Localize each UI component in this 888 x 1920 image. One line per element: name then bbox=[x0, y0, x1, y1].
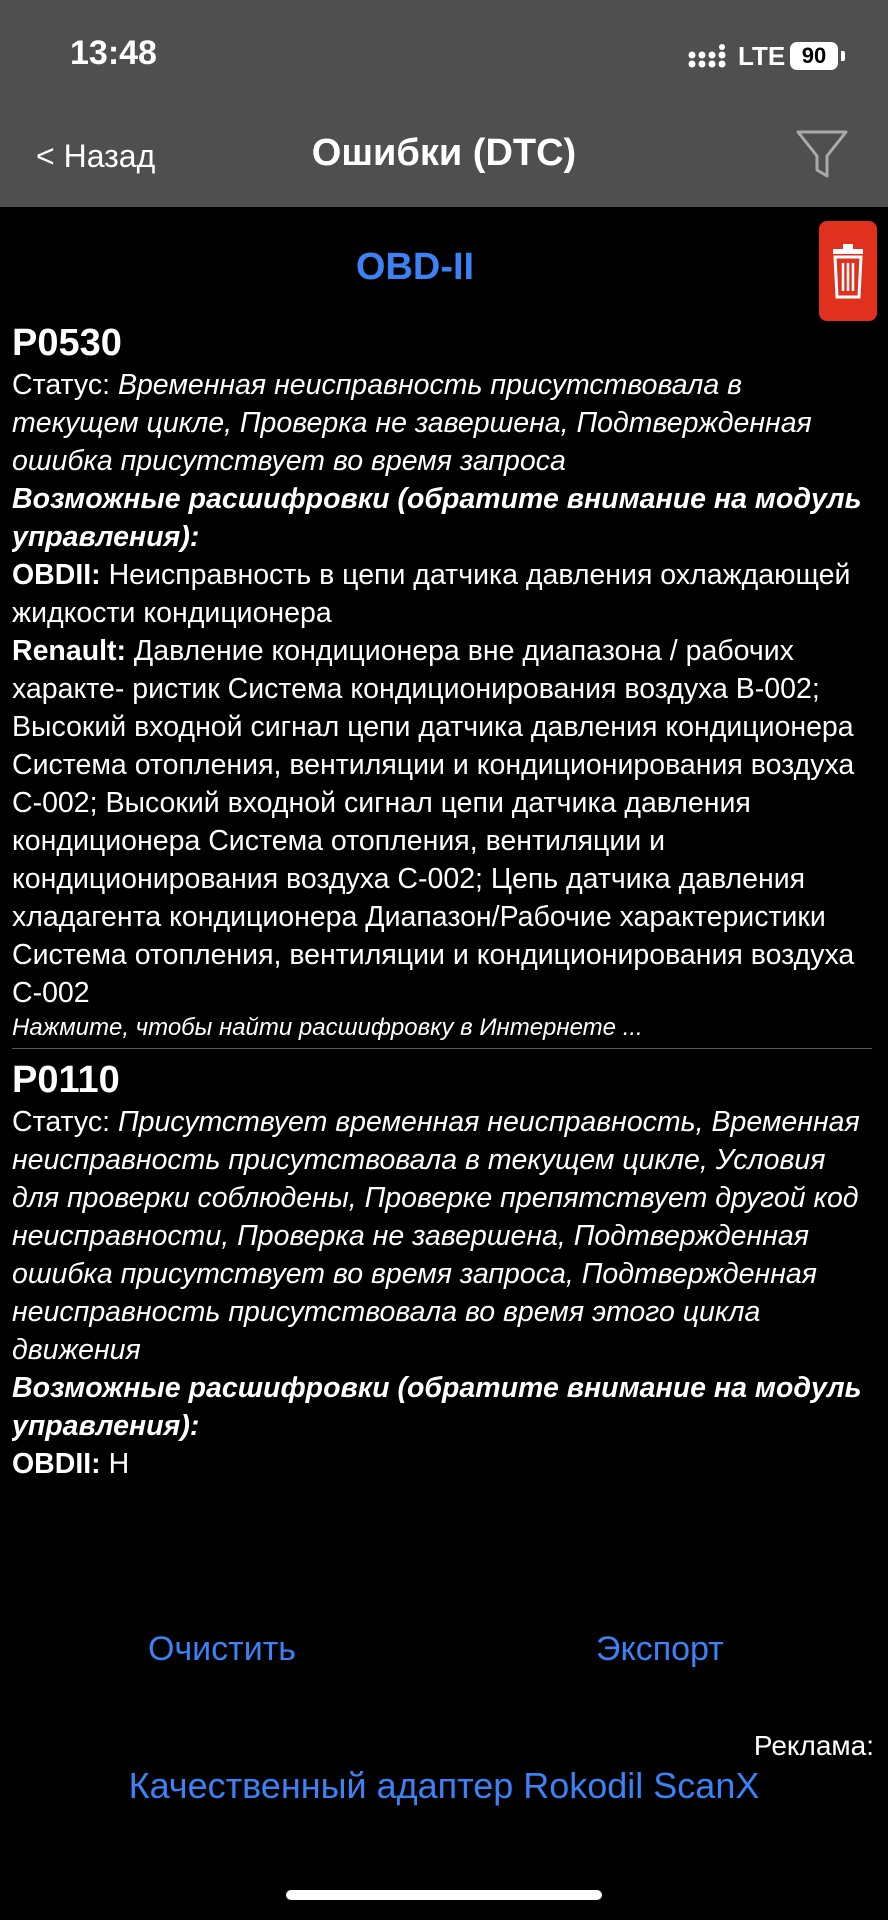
decoding-maker: Renault: bbox=[12, 635, 126, 667]
decoding-text: Н bbox=[100, 1448, 130, 1480]
clear-button[interactable]: Очистить bbox=[148, 1630, 297, 1668]
decoding-row bbox=[12, 556, 872, 632]
decoding-maker: OBDII: bbox=[12, 559, 101, 591]
nav-bar bbox=[0, 100, 888, 207]
status-bar bbox=[0, 0, 888, 100]
dtc-entry[interactable] bbox=[12, 320, 872, 1044]
status-label: Статус: bbox=[12, 1106, 118, 1138]
decoding-maker: OBDII: bbox=[12, 1448, 101, 1480]
ad-label: Реклама: bbox=[753, 1730, 874, 1761]
dtc-status bbox=[12, 366, 872, 480]
page-title: Ошибки (DTC) bbox=[311, 132, 577, 174]
dtc-entry[interactable] bbox=[12, 1057, 872, 1483]
home-indicator[interactable] bbox=[286, 1890, 602, 1900]
decoding-text: Давление кондиционера вне диапазона / рабочих характе- ристик Система кондиционирования воздуха B-002; Высокий входной сигнал цепи датчика давления кондиционера Система отопления, вентиляции и кондиционирования воздуха C-002; Высокий входной сигнал цепи датчика давления кондиционера Система отопления, вентиляции и кондиционирования воздуха C-002; Цепь датчика давления хладагента кондиционера Диапазон/Рабочие характеристики Система отопления, вентиляции и кондиционирования воздуха C-002 bbox=[12, 635, 855, 1009]
network-type: LTE bbox=[738, 41, 786, 71]
decodings-heading: Возможные расшифровки (обратите внимание на модуль управления): bbox=[12, 483, 862, 553]
section-title: OBD-II bbox=[355, 246, 475, 288]
search-online-link[interactable]: Нажмите, чтобы найти расшифровку в Интернете ... bbox=[12, 1014, 643, 1041]
battery-tip bbox=[841, 51, 845, 61]
status-text: Присутствует временная неисправность, Временная неисправность присутствовала в текущем цикле, Условия для проверки соблюдены, Проверке препятствует другой код неисправности, Проверка не завершена, Подтвержденная ошибка присутствует во время запроса, Подтвержденная неисправность присутствовала во время этого цикла движения bbox=[12, 1106, 860, 1366]
decodings-heading: Возможные расшифровки (обратите внимание на модуль управления): bbox=[12, 1372, 862, 1442]
status-time: 13:48 bbox=[70, 34, 157, 72]
back-button[interactable]: < Назад bbox=[36, 138, 156, 174]
decoding-row bbox=[12, 632, 872, 1012]
status-text: Временная неисправность присутствовала в текущем цикле, Проверка не завершена, Подтвержденная ошибка присутствует во время запроса bbox=[12, 369, 812, 477]
dtc-code: P0110 bbox=[12, 1059, 120, 1101]
decoding-text: Неисправность в цепи датчика давления охлаждающей жидкости кондиционера bbox=[12, 559, 851, 629]
filter-icon[interactable] bbox=[794, 126, 850, 184]
dtc-list bbox=[12, 320, 872, 1575]
dtc-code: P0530 bbox=[12, 322, 122, 364]
status-label: Статус: bbox=[12, 369, 118, 401]
export-button[interactable]: Экспорт bbox=[596, 1630, 724, 1668]
battery-icon: 90 bbox=[790, 42, 838, 70]
signal-icon bbox=[688, 44, 726, 70]
ad-link[interactable]: Качественный адаптер Rokodil ScanX bbox=[128, 1765, 760, 1806]
decoding-row bbox=[12, 1445, 872, 1483]
divider bbox=[12, 1048, 872, 1049]
dtc-status bbox=[12, 1103, 872, 1369]
